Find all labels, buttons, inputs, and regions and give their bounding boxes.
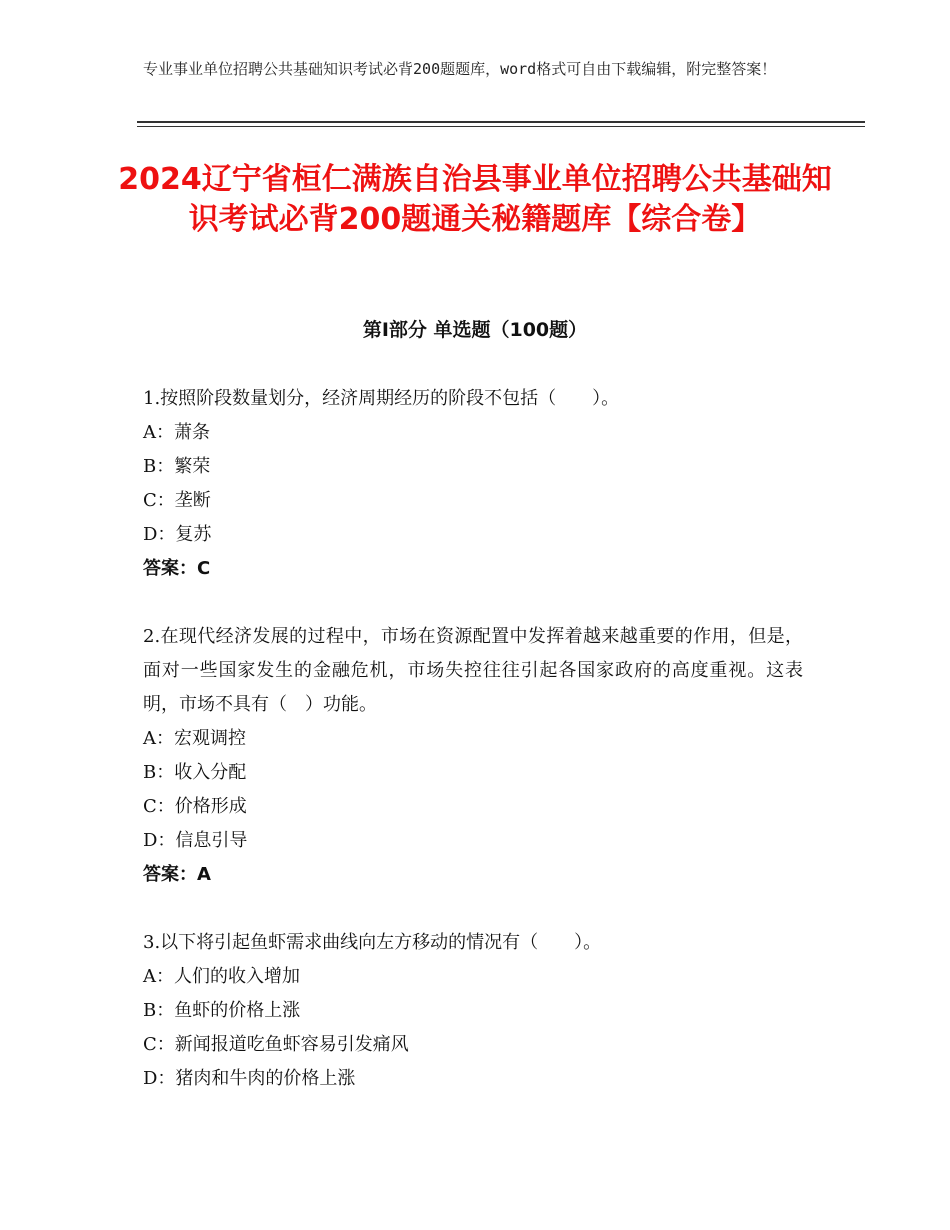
header-divider-thick — [137, 121, 865, 123]
option-c: C：垄断 — [143, 490, 211, 511]
question-2 — [143, 620, 803, 892]
question-3 — [143, 926, 803, 1096]
question-stem: 1.按照阶段数量划分，经济周期经历的阶段不包括（ ）。 — [143, 388, 620, 409]
option-b: B：收入分配 — [143, 762, 247, 783]
option-d: D：猪肉和牛肉的价格上涨 — [143, 1068, 356, 1089]
header-note: 专业事业单位招聘公共基础知识考试必背200题题库，word格式可自由下载编辑，附完整答案！ — [143, 60, 777, 78]
option-d: D：复苏 — [143, 524, 212, 545]
option-b: B：繁荣 — [143, 456, 211, 477]
option-b: B：鱼虾的价格上涨 — [143, 1000, 301, 1021]
option-a: A：萧条 — [143, 422, 210, 443]
question-1 — [143, 382, 803, 586]
option-d: D：信息引导 — [143, 830, 248, 851]
option-c: C：价格形成 — [143, 796, 247, 817]
section-title: 第Ⅰ部分 单选题（100题） — [362, 319, 588, 341]
document-title: 2024辽宁省桓仁满族自治县事业单位招聘公共基础知识考试必背200题通关秘籍题库【综合卷】 — [118, 162, 832, 237]
option-c: C：新闻报道吃鱼虾容易引发痛风 — [143, 1034, 409, 1055]
option-a: A：人们的收入增加 — [143, 966, 300, 987]
option-a: A：宏观调控 — [143, 728, 246, 749]
question-stem: 3.以下将引起鱼虾需求曲线向左方移动的情况有（ ）。 — [143, 932, 602, 953]
question-list — [143, 382, 803, 1130]
header-divider-thin — [137, 126, 865, 127]
question-stem: 2.在现代经济发展的过程中，市场在资源配置中发挥着越来越重要的作用，但是，面对一些国家发生的金融危机，市场失控往往引起各国家政府的高度重视。这表明，市场不具有（ ）功能。 — [143, 626, 803, 715]
answer: 答案：A — [143, 864, 211, 885]
answer: 答案：C — [143, 558, 211, 579]
